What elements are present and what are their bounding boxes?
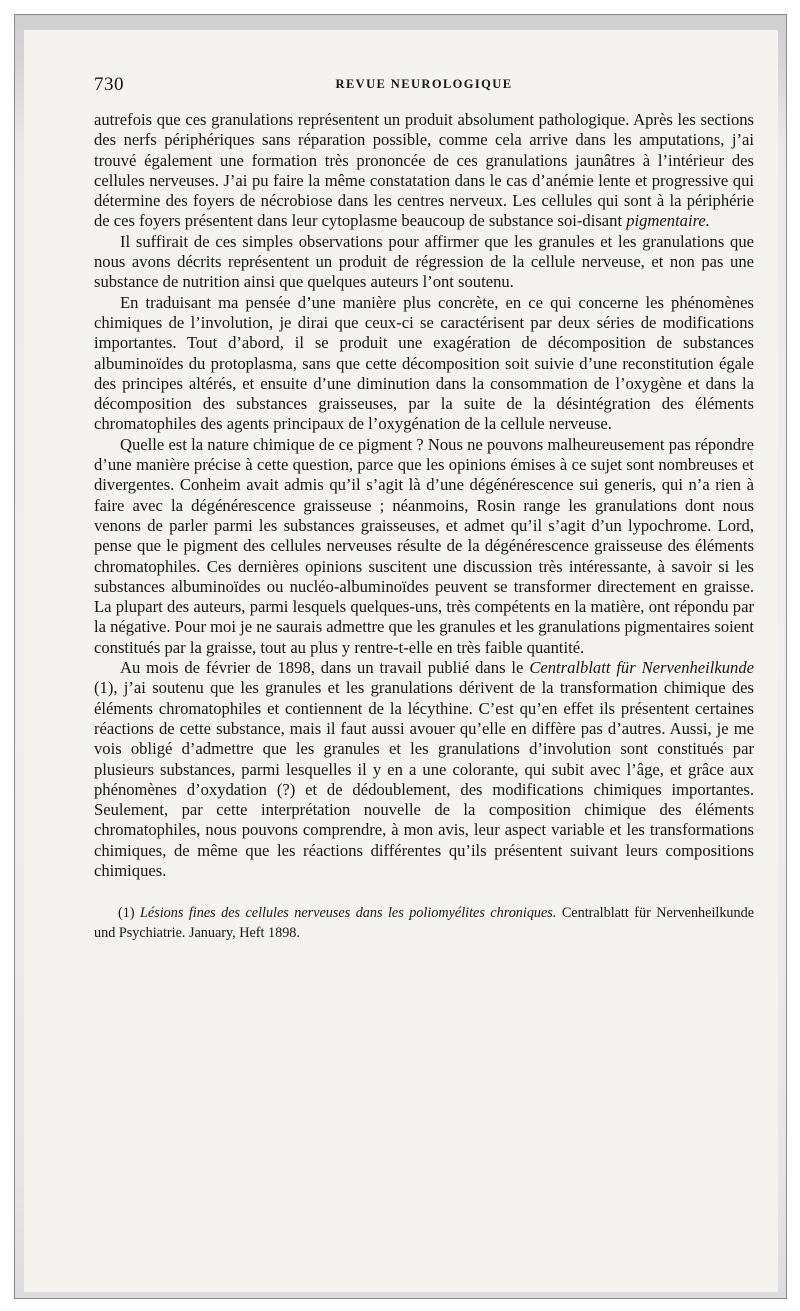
paragraph-1 (94, 110, 754, 232)
paragraph-5-italic: Centralblatt für Nervenheilkunde (529, 658, 754, 678)
body-text (94, 110, 754, 881)
footnote-italic: Lésions fines des cellules nerveuses dans les poliomyélites chroniques. (140, 905, 557, 922)
paragraph-1-italic: pigmentaire. (626, 211, 710, 231)
footnote-marker: (1) (118, 905, 135, 922)
footnote-gap (94, 881, 754, 903)
paragraph-2: Il suffirait de ces simples observations pour affirmer que les granules et les granulations que nous avons décrits représentent un produit de régression de la cellule nerveuse, et non pas une substance de nutrition ainsi que quelques auteurs l’ont soutenu. (94, 231, 754, 292)
paragraph-5-text-before: Au mois de février de 1898, dans un travail publié dans le (120, 658, 524, 678)
paragraph-3: En traduisant ma pensée d’une manière plus concrète, en ce qui concerne les phénomènes chimiques de l’involution, je dirai que ceux-ci se caractérisent par deux séries de modifications importantes. Tout d’abord, il se produit une exagération de décomposition de substances albuminoïdes du protoplasma, sans que cette décomposition soit suivie d’une reconstitution égale des principes altérés, et ensuite d’une diminution dans la consommation de l’oxygène et dans la décomposition des substances graisseuses, par la suite de la désintégration des éléments chromatophiles des agents principaux de l’oxygénation de la cellule nerveuse. (94, 292, 754, 434)
paragraph-5-text-after: (1), j’ai soutenu que les granules et les granulations dérivent de la transformation chimique des éléments chromatophiles et contiennent de la lécythine. C’est qu’en effet ils présentent certaines réactions de cette substance, mais il faut aussi avouer qu’elle en diffère pas d’autres. Aussi, je me vois obligé d’admettre que les granules et les granulations d’involution sont constitués par plusieurs substances, parmi lesquelles il y en a une colorante, qui subit avec l’âge, et grâce aux phénomènes d’oxydation (?) et de dédoublement, des modifications chimiques importantes. Seulement, par cette interprétation nouvelle de la composition chimique des éléments chromatophiles, nous pouvons comprendre, à mon avis, leur aspect variable et les transformations chimiques, de même que les réactions différentes qu’ils présentent suivant leurs compositions chimiques. (94, 678, 754, 880)
running-header (94, 74, 754, 98)
journal-title: REVUE NEUROLOGIQUE (335, 77, 513, 91)
footnote (94, 903, 754, 943)
footnote-text: Centralblatt für Nervenheilkunde und Psychiatrie. January, Heft 1898. (94, 905, 754, 942)
paragraph-1-text: autrefois que ces granulations représentent un produit absolument pathologique. Après les sections des nerfs périphériques sans réparation possible, comme cela arrive dans les amputations, j’ai trouvé également une formation très prononcée de ces granulations jaunâtres à l’intérieur des cellules nerveuses. J’ai pu faire la même constatation dans le cas d’anémie lente et progressive qui détermine des foyers de nécrobiose dans les centres nerveux. Les cellules qui sont à la périphérie de ces foyers présentent dans leur cytoplasme beaucoup de substance soi-disant (94, 110, 754, 231)
page-number: 730 (94, 74, 124, 95)
document-page (94, 74, 754, 943)
paragraph-5 (94, 658, 754, 881)
paragraph-4: Quelle est la nature chimique de ce pigment ? Nous ne pouvons malheureusement pas répondre d’une manière précise à cette question, parce que les opinions émises à ce sujet sont nombreuses et divergentes. Conheim avait admis qu’il s’agit là d’une dégénérescence sui generis, qui n’a rien à faire avec la dégénérescence graisseuse ; néanmoins, Rosin range les granulations dont nous venons de parler parmi les substances graisseuses, et admet qu’il s’agit d’un lypochrome. Lord, pense que le pigment des cellules nerveuses résulte de la dégénérescence graisseuse des éléments chromatophiles. Ces dernières opinions suscitent une discussion très intéressante, à savoir si les substances albuminoïdes ou nucléo-albuminoïdes peuvent se transformer directement en graisse. La plupart des auteurs, parmi lesquels quelques-uns, très compétents en la matière, ont répondu par la négative. Pour moi je ne saurais admettre que les granules et les granulations pigmentaires soient constitués par la graisse, tout au plus y rentre-t-elle en très faible quantité. (94, 434, 754, 657)
